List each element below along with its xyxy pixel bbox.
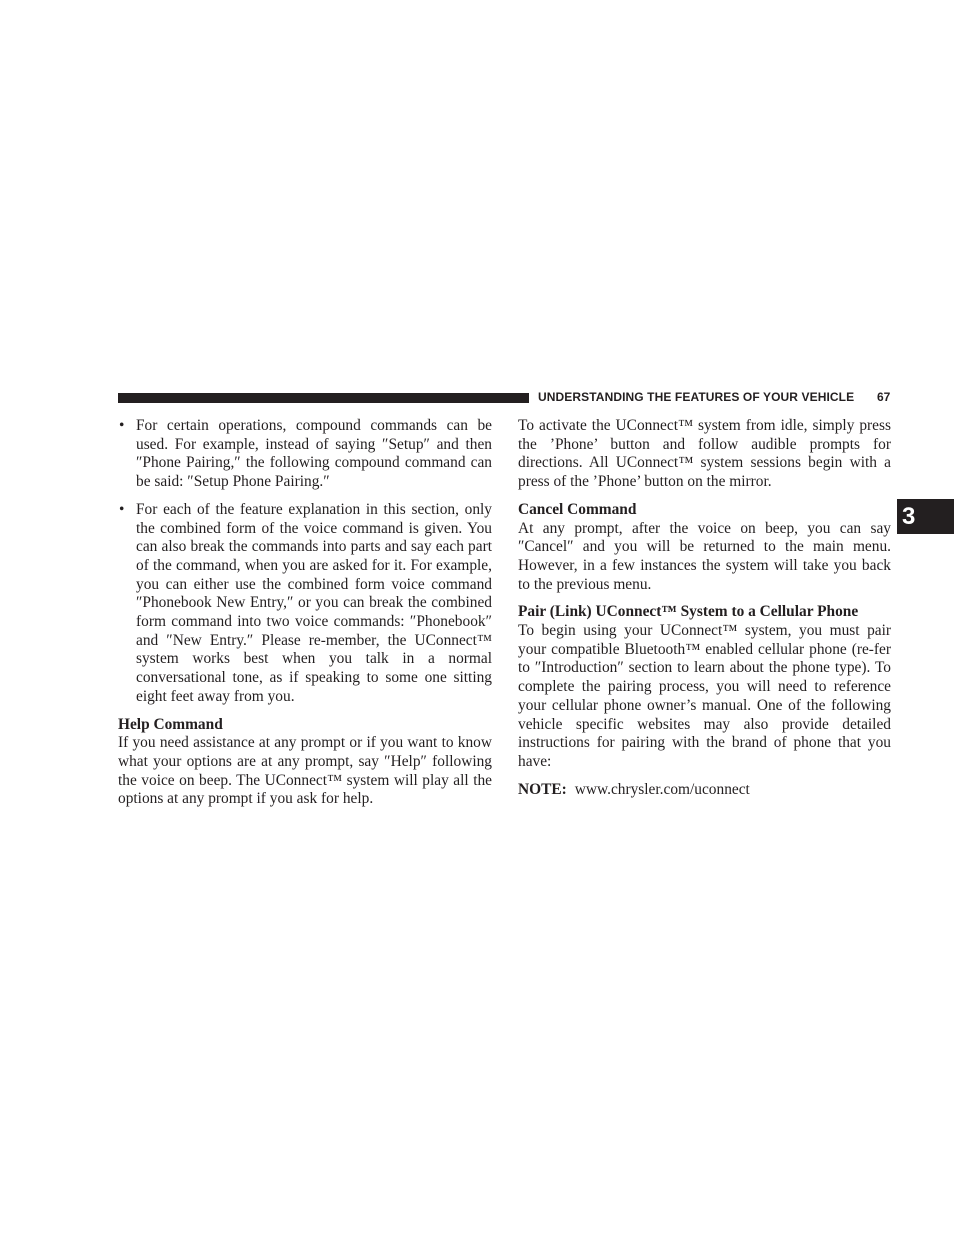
pair-heading: Pair (Link) UConnect™ System to a Cellular Phone — [518, 603, 859, 621]
bullet-icon: • — [119, 500, 125, 518]
note — [518, 781, 891, 800]
bullet-item — [118, 501, 492, 707]
cancel-heading: Cancel Command — [518, 500, 637, 518]
help-section — [118, 716, 492, 810]
left-column — [118, 417, 492, 818]
header-rule — [118, 393, 529, 403]
page-number: 67 — [877, 390, 891, 404]
pair-text: To begin using your UConnect™ system, you must pair your compatible Bluetooth™ enabled cellular phone (re-fer to ″Introduction″ section to learn about the phone type). To complete the pairing process, you will need to reference your cellular phone owner’s manual. One of the following vehicle specific websites may also provide detailed instructions for pairing with the brand of phone that you have: — [518, 622, 891, 770]
help-text: If you need assistance at any prompt or if you want to know what your options are at any prompt, say ″Help″ following the voice on beep. The UConnect™ system will play all the options at any prompt if you ask for help. — [118, 734, 492, 808]
bullet-text: For each of the feature explanation in this section, only the combined form of the voice command is given. You can also break the commands into parts and say each part of the command, when you are asked for it. For example, you can either use the combined form voice command ″Phonebook New Entry,″ or you can break the combined form command into two voice commands: ″Phonebook″ and ″New Entry.″ Please re-member, the UConnect™ system works best when you talk in a normal conversational tone, as if speaking to some one sitting eight feet away from you. — [136, 500, 492, 705]
bullet-icon: • — [119, 417, 125, 434]
note-url: www.chrysler.com/uconnect — [574, 780, 750, 798]
pair-section — [518, 603, 891, 771]
right-column — [518, 417, 891, 799]
cancel-section — [518, 501, 891, 595]
help-heading: Help Command — [118, 715, 223, 733]
bullet-text: For certain operations, compound commands can be used. For example, instead of saying ″Setup″ and then ″Phone Pairing,″ the following compound command can be said: ″Setup Phone Pairing.″ — [136, 417, 492, 491]
intro-text: To activate the UConnect™ system from idle, simply press the ’Phone’ button and follow audible prompts for directions. All UConnect™ system sessions begin with a press of the ’Phone’ button on the mirror. — [518, 417, 891, 491]
note-label: NOTE: — [518, 780, 567, 798]
bullet-item — [118, 417, 492, 492]
chapter-tab: 3 — [897, 499, 954, 534]
cancel-text: At any prompt, after the voice on beep, you can say ″Cancel″ and you will be returned to the main menu. However, in a few instances the system will take you back to the previous menu. — [518, 519, 891, 593]
running-header-title: UNDERSTANDING THE FEATURES OF YOUR VEHICLE — [538, 390, 855, 404]
